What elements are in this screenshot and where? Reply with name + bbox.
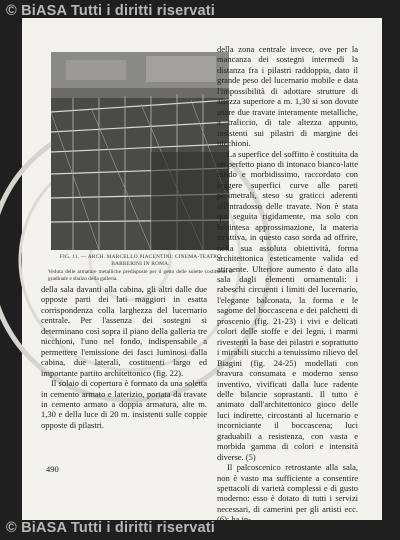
paragraph: della sala davanti alla cabina, gli altri dalle due opposte parti dei lati maggiori in esatta corrispondenza colla larghezza del lucernario centrale. Per l'assenza dei sostegni si determinano così sopra il piano della galleria tre nicchioni, l'uno nel fondo, indispensabile a permettere l'emissione dei fasci luminosi dalla cabina, due laterali, costituenti largo ed importante partito architettonico (fig. 22).	[41, 284, 207, 378]
watermark-top: © BiASA Tutti i diritti riservati	[6, 3, 216, 19]
figure-caption	[48, 254, 233, 283]
scan-border	[382, 18, 400, 520]
paragraph: Il solaio di copertura è formato da una soletta in cemento armato e laterizio, portata da travate in cemento armato a doppia armatura, alte m. 1,30 e della luce di 20 m. insistenti sulle coppie opposte di pilastri.	[41, 378, 207, 430]
paragraph: della zona centrale invece, ove per la mancanza dei sostegni intermedi la distanza fra i pilastri raddoppia, dato il grande peso del lucernario mobile e data l'impossibilità di adottare strutture di altezza superiore a m. 1,30 si son dovute usare due travate interamente metalliche, a traliccio, di tale altezza appunto, insistenti sui pilastri di margine dei nicchioni.	[217, 44, 358, 149]
paragraph: La superfice del soffitto è costituita da un perfetto piano di intonaco bianco-latte nitido e morbidissimo, raccordato con leggere superfici curve alle pareti perimetrali, steso su graticci aderenti all'intradosso delle travate. Non è stata qui seguita rigidamente, ma solo con benintesa approssimazione, la materia struttiva, in questo caso sorda ad offrire, nella sua assoluta obiettività, forma architettonica esteticamente valida ed attraente. Ulteriore aumento è dato alla sala dagli elementi ornamentali: i rabeschi circuenti i limiti del lucernario, l'elegante balconata, la forma e le sagome del boccascena e dei palchetti di proscenio (fig. 21-23) i vivi e delicati colori delle stoffe e dei legni, i marmi rivestenti la base dei pilastri e soprattutto i mirabili stucchi a tenuissimo rilievo del Biagini (fig. 24-25) modellati con bravura consumata e moderno senso inventivo, vivificati dalla luce radente delle bilancie soprastanti. Il tutto è animato dall'architettonico gioco delle luci indirette, circostanti al lucernario e incorniciante il boccascena; luci graduabili a resistenza, con vasta e morbida gamma di colori e intensità diverse. (5)	[217, 148, 358, 462]
watermark-bottom: © BiASA Tutti i diritti riservati	[6, 520, 216, 536]
page-number: 490	[46, 464, 59, 474]
right-text-column	[217, 44, 358, 525]
figure-caption-title: FIG. 11. — ARCH. MARCELLO PIACENTINI: CINEMA-TEATRO BARBERINI IN ROMA.	[59, 254, 222, 267]
figure-caption-text: Veduta delle armature metalliche predisposte per il getto delle solette costituenti le gradinate e sbalzo della galleria.	[48, 269, 233, 282]
left-text-column	[41, 284, 207, 430]
paragraph: Il palcoscenico retrostante alla sala, non è vasto ma sufficiente a consentire spettacoli di varietà complessi e di gusto moderno: esso è dotato di tutti i servizi necessari, di camerini per gli artisti ecc. (6); ha in-	[217, 462, 358, 525]
construction-photo	[51, 52, 229, 250]
